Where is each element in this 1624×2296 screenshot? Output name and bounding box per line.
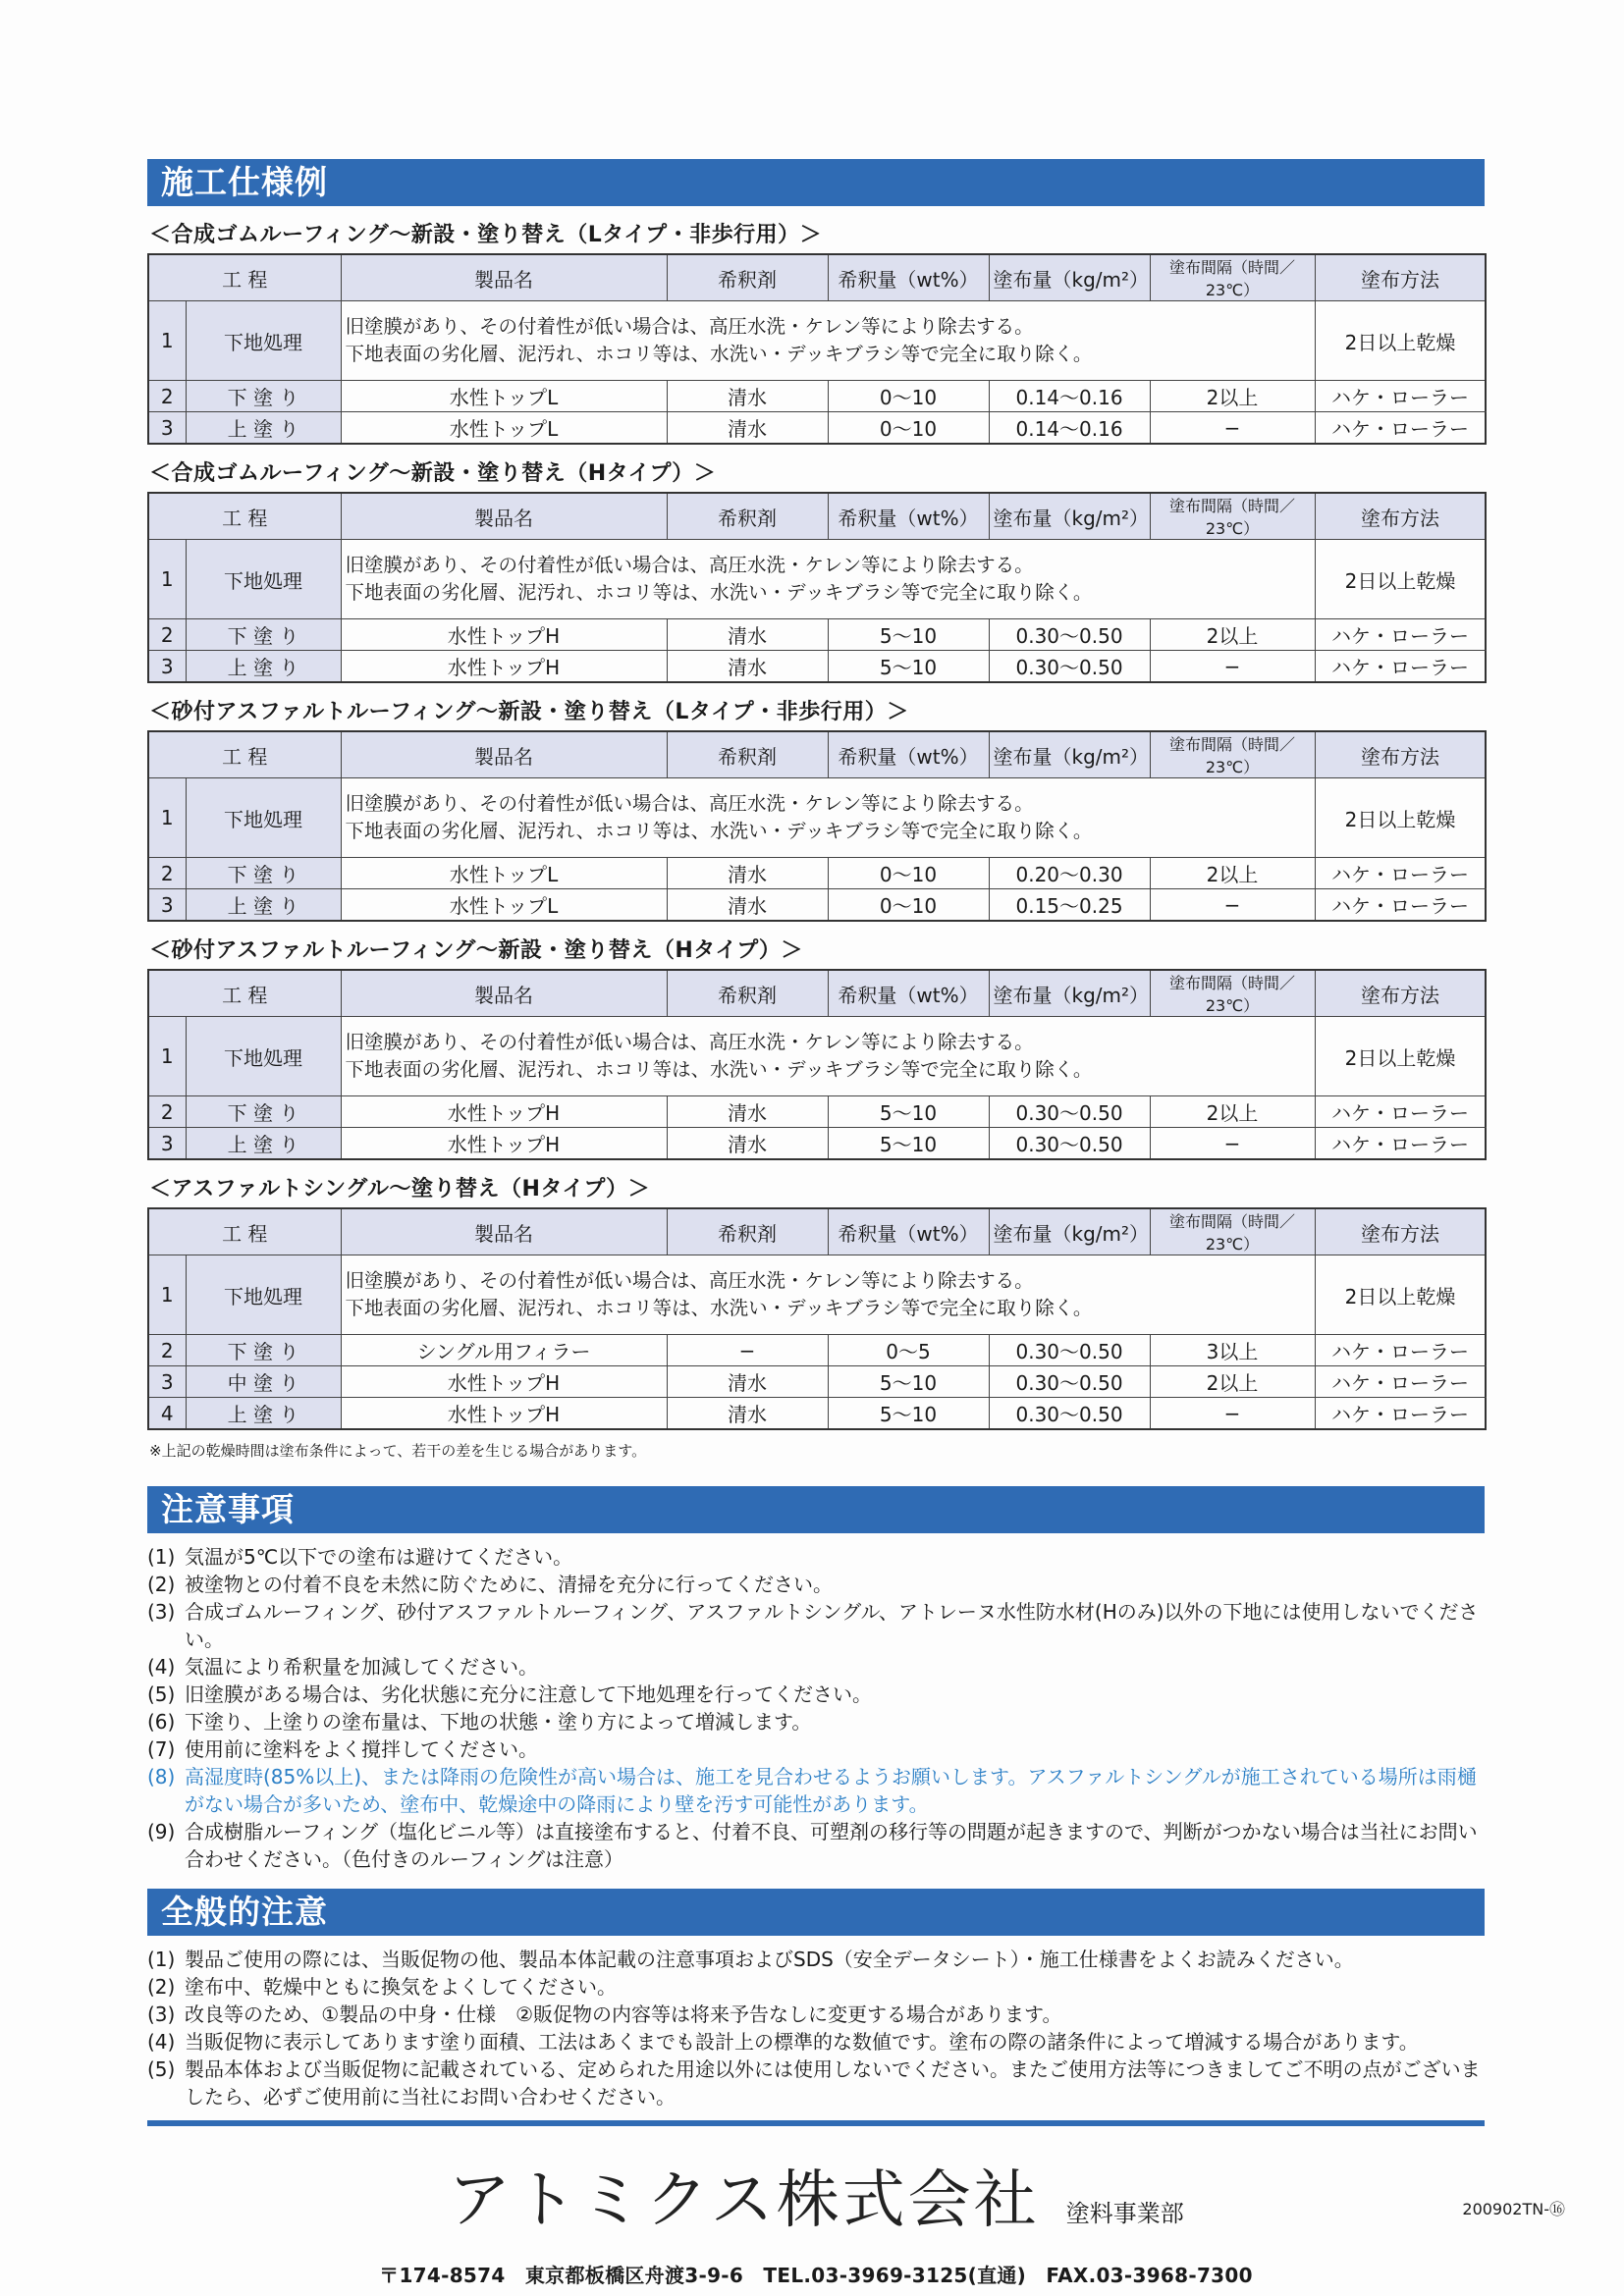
header-cell: 塗布量（kg/m²） (989, 731, 1150, 778)
note-number: (9) (147, 1820, 176, 1843)
header-step: 工 程 (148, 493, 341, 540)
header-cell: 塗布量（kg/m²） (989, 970, 1150, 1017)
header-step: 工 程 (148, 970, 341, 1017)
row-diluent: 清水 (667, 619, 828, 651)
row-method: ハケ・ローラー (1315, 619, 1486, 651)
general-list (147, 1946, 1485, 2110)
page (147, 159, 1485, 2288)
row-number: 2 (148, 1096, 186, 1128)
table-title: ＜アスファルトシングル〜塗り替え（Hタイプ）＞ (149, 1177, 651, 1201)
footer-rule (147, 2120, 1485, 2126)
header-cell: 塗布方法 (1315, 254, 1486, 301)
row-diluent: 清水 (667, 1366, 828, 1398)
note-number: (5) (147, 1682, 176, 1706)
header-cell: 希釈剤 (667, 1208, 828, 1255)
note-item (147, 1735, 1485, 1763)
prep-description (341, 301, 1315, 381)
row-number: 3 (148, 1366, 186, 1398)
note-text: 気温が5℃以下での塗布は避けてください。 (185, 1545, 573, 1569)
header-cell: 希釈剤 (667, 970, 828, 1017)
row-number: 3 (148, 889, 186, 922)
row-product: 水性トップH (341, 651, 667, 683)
row-coverage: 0.20〜0.30 (989, 858, 1150, 889)
row-step: 下地処理 (186, 1017, 341, 1096)
header-cell: 塗布方法 (1315, 970, 1486, 1017)
row-interval: − (1150, 1398, 1315, 1430)
row-step: 中 塗 り (186, 1366, 341, 1398)
table-row (148, 778, 1486, 858)
row-step: 下 塗 り (186, 1096, 341, 1128)
row-amount: 0〜10 (828, 412, 989, 445)
row-number: 1 (148, 1017, 186, 1096)
row-coverage: 0.15〜0.25 (989, 889, 1150, 922)
header-cell: 製品名 (341, 493, 667, 540)
caution-section (147, 1486, 1485, 1873)
note-text: 合成ゴムルーフィング、砂付アスファルトルーフィング、アスファルトシングル、アトレーヌ水性防水材(Hのみ)以外の下地には使用しないでください。 (185, 1600, 1479, 1651)
header-cell: 希釈量（wt%） (828, 970, 989, 1017)
header-cell: 製品名 (341, 731, 667, 778)
row-step: 下 塗 り (186, 1335, 341, 1366)
row-interval: 2日以上乾燥 (1315, 540, 1486, 619)
row-method: ハケ・ローラー (1315, 858, 1486, 889)
company-block (147, 2150, 1485, 2240)
note-number: (4) (147, 1655, 176, 1679)
prep-line-2: 下地表面の劣化層、泥汚れ、ホコリ等は、水洗い・デッキブラシ等で完全に取り除く。 (345, 581, 1093, 604)
row-coverage: 0.30〜0.50 (989, 1335, 1150, 1366)
row-amount: 5〜10 (828, 619, 989, 651)
header-cell: 塗布量（kg/m²） (989, 254, 1150, 301)
company-division: 塗料事業部 (1065, 2200, 1184, 2227)
row-interval: 2日以上乾燥 (1315, 1017, 1486, 1096)
header-cell: 塗布量（kg/m²） (989, 493, 1150, 540)
row-product: 水性トップL (341, 889, 667, 922)
row-product: 水性トップH (341, 1128, 667, 1160)
row-product: 水性トップH (341, 619, 667, 651)
header-cell: 希釈量（wt%） (828, 731, 989, 778)
header-cell: 希釈量（wt%） (828, 493, 989, 540)
prep-line-2: 下地表面の劣化層、泥汚れ、ホコリ等は、水洗い・デッキブラシ等で完全に取り除く。 (345, 820, 1093, 842)
row-interval: 2以上 (1150, 1096, 1315, 1128)
header-cell: 塗布間隔（時間／23℃） (1150, 1208, 1315, 1255)
note-text: 被塗物との付着不良を未然に防ぐために、清掃を充分に行ってください。 (185, 1573, 833, 1596)
table-row (148, 889, 1486, 922)
row-method: ハケ・ローラー (1315, 889, 1486, 922)
spec-section-title: 施工仕様例 (147, 159, 1485, 206)
row-method: ハケ・ローラー (1315, 1366, 1486, 1398)
row-coverage: 0.14〜0.16 (989, 381, 1150, 412)
note-text: 合成樹脂ルーフィング（塩化ビニル等）は直接塗布すると、付着不良、可塑剤の移行等の問題が起きますので、判断がつかない場合は当社にお問い合わせください。（色付きのルーフィングは注意） (185, 1820, 1478, 1871)
row-diluent: 清水 (667, 1096, 828, 1128)
note-item (147, 1598, 1485, 1653)
row-interval: 2日以上乾燥 (1315, 301, 1486, 381)
note-item (147, 1571, 1485, 1598)
table-title: ＜合成ゴムルーフィング〜新設・塗り替え（Lタイプ・非歩行用）＞ (149, 223, 823, 247)
note-text: 製品ご使用の際には、当販促物の他、製品本体記載の注意事項およびSDS（安全データシート）・施工仕様書をよくお読みください。 (185, 1948, 1354, 1971)
row-product: 水性トップH (341, 1366, 667, 1398)
note-text: 塗布中、乾燥中ともに換気をよくしてください。 (185, 1975, 617, 1999)
row-number: 2 (148, 619, 186, 651)
row-coverage: 0.30〜0.50 (989, 651, 1150, 683)
table-row (148, 301, 1486, 381)
note-item (147, 1973, 1485, 2001)
row-interval: 2以上 (1150, 1366, 1315, 1398)
row-product: 水性トップL (341, 858, 667, 889)
table-row (148, 619, 1486, 651)
table-row (148, 1096, 1486, 1128)
table-header-row (148, 970, 1486, 1017)
row-product: 水性トップL (341, 412, 667, 445)
row-diluent: 清水 (667, 651, 828, 683)
row-interval: 2日以上乾燥 (1315, 778, 1486, 858)
note-number: (3) (147, 2002, 176, 2026)
note-number: (4) (147, 2030, 176, 2054)
prep-description (341, 778, 1315, 858)
spec-table (147, 730, 1487, 922)
row-step: 上 塗 り (186, 1398, 341, 1430)
header-cell: 希釈量（wt%） (828, 254, 989, 301)
prep-line-1: 旧塗膜があり、その付着性が低い場合は、高圧水洗・ケレン等により除去する。 (345, 1031, 1034, 1053)
header-cell: 塗布方法 (1315, 1208, 1486, 1255)
note-text: 高湿度時(85%以上)、または降雨の危険性が高い場合は、施工を見合わせるようお願いします。アスファルトシングルが施工されている場所は雨樋がない場合が多いため、塗布中、乾燥途中の降雨により壁を汚す可能性があります。 (185, 1765, 1477, 1816)
note-number: (2) (147, 1573, 176, 1596)
general-section (147, 1889, 1485, 2110)
row-interval: − (1150, 1128, 1315, 1160)
header-cell: 塗布方法 (1315, 493, 1486, 540)
row-amount: 5〜10 (828, 1366, 989, 1398)
row-diluent: 清水 (667, 1128, 828, 1160)
header-cell: 希釈剤 (667, 254, 828, 301)
row-amount: 5〜10 (828, 1398, 989, 1430)
row-diluent: 清水 (667, 412, 828, 445)
row-amount: 5〜10 (828, 1128, 989, 1160)
row-interval: 2以上 (1150, 619, 1315, 651)
table-row (148, 1128, 1486, 1160)
prep-description (341, 540, 1315, 619)
table-row (148, 1017, 1486, 1096)
note-number: (7) (147, 1737, 176, 1761)
row-number: 3 (148, 1128, 186, 1160)
table-row (148, 412, 1486, 445)
header-cell: 製品名 (341, 970, 667, 1017)
row-method: ハケ・ローラー (1315, 412, 1486, 445)
spec-table (147, 492, 1487, 683)
note-text: 下塗り、上塗りの塗布量は、下地の状態・塗り方によって増減します。 (185, 1710, 812, 1734)
header-step: 工 程 (148, 254, 341, 301)
row-method: ハケ・ローラー (1315, 1096, 1486, 1128)
row-diluent: − (667, 1335, 828, 1366)
note-number: (6) (147, 1710, 176, 1734)
row-product: 水性トップH (341, 1398, 667, 1430)
row-step: 下地処理 (186, 778, 341, 858)
note-item (147, 2028, 1485, 2056)
table-header-row (148, 1208, 1486, 1255)
note-item (147, 1681, 1485, 1708)
table-header-row (148, 254, 1486, 301)
note-item (147, 1543, 1485, 1571)
general-section-title: 全般的注意 (147, 1889, 1485, 1936)
spec-table (147, 1207, 1487, 1430)
row-number: 2 (148, 1335, 186, 1366)
row-coverage: 0.30〜0.50 (989, 1366, 1150, 1398)
header-cell: 塗布間隔（時間／23℃） (1150, 493, 1315, 540)
row-coverage: 0.30〜0.50 (989, 1398, 1150, 1430)
row-amount: 5〜10 (828, 651, 989, 683)
prep-line-2: 下地表面の劣化層、泥汚れ、ホコリ等は、水洗い・デッキブラシ等で完全に取り除く。 (345, 1058, 1093, 1081)
header-cell: 塗布量（kg/m²） (989, 1208, 1150, 1255)
prep-line-2: 下地表面の劣化層、泥汚れ、ホコリ等は、水洗い・デッキブラシ等で完全に取り除く。 (345, 1297, 1093, 1319)
header-cell: 希釈剤 (667, 731, 828, 778)
row-product: 水性トップH (341, 1096, 667, 1128)
row-coverage: 0.30〜0.50 (989, 1096, 1150, 1128)
prep-line-1: 旧塗膜があり、その付着性が低い場合は、高圧水洗・ケレン等により除去する。 (345, 554, 1034, 576)
table-row (148, 540, 1486, 619)
row-number: 3 (148, 412, 186, 445)
note-item (147, 1708, 1485, 1735)
table-row (148, 1255, 1486, 1335)
header-cell: 塗布間隔（時間／23℃） (1150, 254, 1315, 301)
company-address: 〒174-8574 東京都板橋区舟渡3-9-6 TEL.03-3969-3125(直通) FAX.03-3968-7300 (379, 2264, 1253, 2287)
table-row (148, 1335, 1486, 1366)
header-cell: 希釈量（wt%） (828, 1208, 989, 1255)
note-number: (3) (147, 1600, 176, 1624)
spec-tables (147, 218, 1485, 1430)
company-name: アトミクス株式会社 (448, 2164, 1040, 2237)
table-row (148, 1366, 1486, 1398)
row-number: 2 (148, 381, 186, 412)
row-method: ハケ・ローラー (1315, 1398, 1486, 1430)
row-product: 水性トップL (341, 381, 667, 412)
header-cell: 塗布方法 (1315, 731, 1486, 778)
row-diluent: 清水 (667, 889, 828, 922)
header-cell: 製品名 (341, 254, 667, 301)
document-code: 200902TN-⑯ (1462, 2200, 1565, 2218)
note-number: (2) (147, 1975, 176, 1999)
table-title: ＜砂付アスファルトルーフィング〜新設・塗り替え（Hタイプ）＞ (149, 938, 803, 963)
note-text: 気温により希釈量を加減してください。 (185, 1655, 538, 1679)
row-number: 3 (148, 651, 186, 683)
row-number: 1 (148, 540, 186, 619)
header-step: 工 程 (148, 731, 341, 778)
row-interval: 2以上 (1150, 858, 1315, 889)
table-row (148, 858, 1486, 889)
caution-list (147, 1543, 1485, 1873)
table-footnote: ※上記の乾燥時間は塗布条件によって、若干の差を生じる場合があります。 (149, 1442, 647, 1460)
table-title: ＜合成ゴムルーフィング〜新設・塗り替え（Hタイプ）＞ (149, 461, 717, 486)
note-number: (5) (147, 2057, 176, 2081)
row-step: 下 塗 り (186, 619, 341, 651)
row-method: ハケ・ローラー (1315, 381, 1486, 412)
note-number: (1) (147, 1545, 176, 1569)
row-coverage: 0.30〜0.50 (989, 619, 1150, 651)
note-item (147, 1946, 1485, 1973)
row-number: 1 (148, 778, 186, 858)
caution-section-title: 注意事項 (147, 1486, 1485, 1533)
row-method: ハケ・ローラー (1315, 1335, 1486, 1366)
row-diluent: 清水 (667, 1398, 828, 1430)
row-coverage: 0.30〜0.50 (989, 1128, 1150, 1160)
row-number: 1 (148, 1255, 186, 1335)
row-interval: − (1150, 412, 1315, 445)
row-amount: 0〜5 (828, 1335, 989, 1366)
row-step: 上 塗 り (186, 651, 341, 683)
row-number: 2 (148, 858, 186, 889)
row-step: 下地処理 (186, 540, 341, 619)
header-cell: 希釈剤 (667, 493, 828, 540)
prep-line-1: 旧塗膜があり、その付着性が低い場合は、高圧水洗・ケレン等により除去する。 (345, 792, 1034, 815)
table-header-row (148, 493, 1486, 540)
row-step: 上 塗 り (186, 1128, 341, 1160)
row-step: 上 塗 り (186, 412, 341, 445)
row-method: ハケ・ローラー (1315, 651, 1486, 683)
note-text: 改良等のため、①製品の中身・仕様 ②販促物の内容等は将来予告なしに変更する場合があります。 (185, 2002, 1062, 2026)
note-item (147, 1763, 1485, 1818)
header-cell: 塗布間隔（時間／23℃） (1150, 970, 1315, 1017)
row-interval: 2以上 (1150, 381, 1315, 412)
header-cell: 塗布間隔（時間／23℃） (1150, 731, 1315, 778)
table-title: ＜砂付アスファルトルーフィング〜新設・塗り替え（Lタイプ・非歩行用）＞ (149, 700, 909, 724)
row-number: 4 (148, 1398, 186, 1430)
row-interval: 3以上 (1150, 1335, 1315, 1366)
prep-line-1: 旧塗膜があり、その付着性が低い場合は、高圧水洗・ケレン等により除去する。 (345, 1269, 1034, 1292)
row-amount: 0〜10 (828, 381, 989, 412)
prep-line-2: 下地表面の劣化層、泥汚れ、ホコリ等は、水洗い・デッキブラシ等で完全に取り除く。 (345, 343, 1093, 365)
table-row (148, 1398, 1486, 1430)
note-number: (8) (147, 1765, 176, 1789)
note-item (147, 1653, 1485, 1681)
row-step: 上 塗 り (186, 889, 341, 922)
row-diluent: 清水 (667, 381, 828, 412)
row-amount: 0〜10 (828, 889, 989, 922)
row-step: 下地処理 (186, 301, 341, 381)
note-text: 使用前に塗料をよく撹拌してください。 (185, 1737, 538, 1761)
row-number: 1 (148, 301, 186, 381)
note-text: 旧塗膜がある場合は、劣化状態に充分に注意して下地処理を行ってください。 (185, 1682, 872, 1706)
header-cell: 製品名 (341, 1208, 667, 1255)
row-interval: 2日以上乾燥 (1315, 1255, 1486, 1335)
row-amount: 5〜10 (828, 1096, 989, 1128)
row-step: 下 塗 り (186, 381, 341, 412)
note-text: 製品本体および当販促物に記載されている、定められた用途以外には使用しないでください。またご使用方法等につきましてご不明の点がございましたら、必ずご使用前に当社にお問い合わせください。 (185, 2057, 1481, 2109)
note-item (147, 1818, 1485, 1873)
row-coverage: 0.14〜0.16 (989, 412, 1150, 445)
note-number: (1) (147, 1948, 176, 1971)
row-product: シングル用フィラー (341, 1335, 667, 1366)
note-text: 当販促物に表示してあります塗り面積、工法はあくまでも設計上の標準的な数値です。塗布の際の諸条件によって増減する場合があります。 (185, 2030, 1419, 2054)
prep-description (341, 1017, 1315, 1096)
row-interval: − (1150, 651, 1315, 683)
header-step: 工 程 (148, 1208, 341, 1255)
note-item (147, 2056, 1485, 2110)
spec-table (147, 969, 1487, 1160)
row-method: ハケ・ローラー (1315, 1128, 1486, 1160)
row-diluent: 清水 (667, 858, 828, 889)
row-interval: − (1150, 889, 1315, 922)
row-amount: 0〜10 (828, 858, 989, 889)
row-step: 下 塗 り (186, 858, 341, 889)
table-header-row (148, 731, 1486, 778)
prep-line-1: 旧塗膜があり、その付着性が低い場合は、高圧水洗・ケレン等により除去する。 (345, 315, 1034, 338)
table-row (148, 651, 1486, 683)
row-step: 下地処理 (186, 1255, 341, 1335)
spec-table (147, 253, 1487, 445)
table-row (148, 381, 1486, 412)
note-item (147, 2001, 1485, 2028)
prep-description (341, 1255, 1315, 1335)
